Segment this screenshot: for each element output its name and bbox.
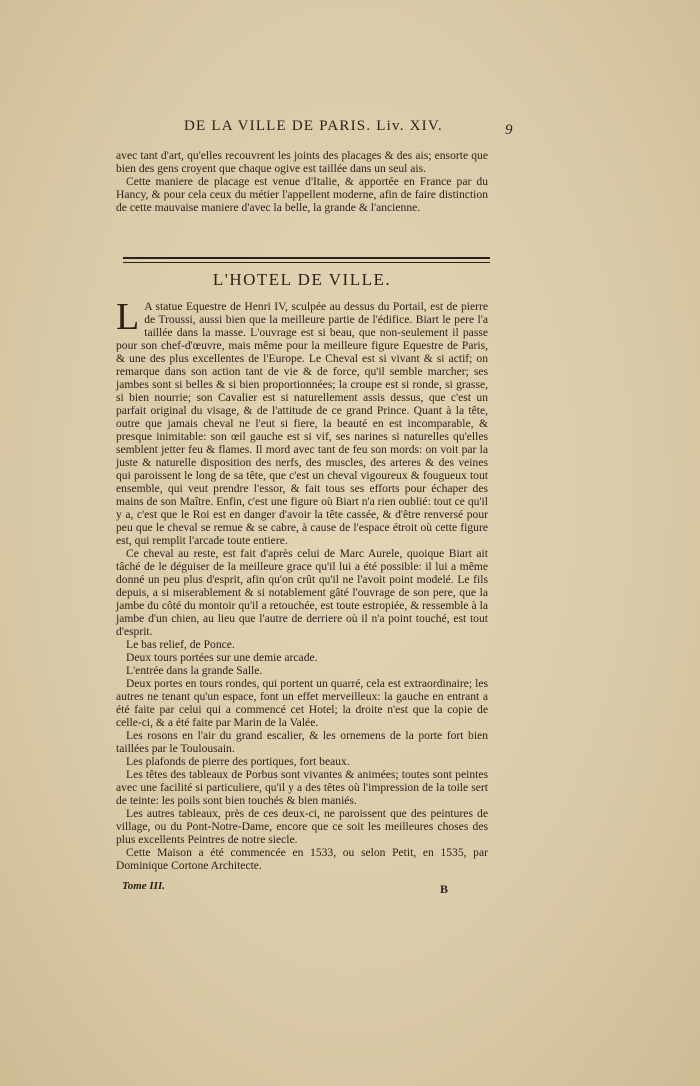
section-divider <box>123 257 490 263</box>
section-title: L'HOTEL DE VILLE. <box>212 270 392 289</box>
paragraph: Les autres tableaux, près de ces deux-ci, ne paroissent que des peintures de village, ou du Pont-Notre-Dame, encore que ce soit les meilleures choses des plus excellents Peintres de notre siecle. <box>116 807 488 846</box>
paragraph: Les rosons en l'air du grand escalier, & les ornemens de la porte fort bien taillées par le Toulousain. <box>116 729 488 755</box>
paragraph: L'entrée dans la grande Salle. <box>126 664 263 677</box>
page-number: 9 <box>505 122 513 138</box>
signature-letter: B <box>440 882 449 896</box>
running-head: DE LA VILLE DE PARIS. Liv. XIV. <box>184 118 443 134</box>
intro-paragraph: avec tant d'art, qu'elles recouvrent les joints des placages & des ais; ensorte que bien des gens croyent que chaque ogive est taillée dans un seul ais. <box>116 149 488 175</box>
body-text <box>116 296 488 872</box>
signature-mark: Tome III. <box>122 880 165 892</box>
paragraph: Deux portes en tours rondes, qui portent un quarré, cela est extraordinaire; les autres ne tenant qu'un espace, font un effet merveilleux: la gauche en entrant a été faite par celui qui a commencé cet Hotel; la droite n'est que la copie de celle-ci, & a été faite par Marin de la Valée. <box>116 677 488 729</box>
first-paragraph-text: A statue Equestre de Henri IV, sculpée au dessus du Portail, est de pierre de Troussi, aussi bien que la meilleure partie de l'édifice. Biart le pere l'a taillée dans la masse. L'ouvrage est si beau, que non-seulement il passe pour son chef-d'œuvre, mais même pour la meilleure figure Equestre de Paris, & une des plus excellentes de l'Europe. Le Cheval est si vivant & si actif; on remarque dans son action tant de vie & de force, qu'il semble marcher; ses jambes sont si belles & si bien proportionnées; la croupe est si ronde, si grasse, si bien nourrie; son Cavalier est si naturellement assis dessus, que c'est un parfait original du visage, & de l'attitude de ce grand Prince. Quant à la tête, outre que jamais cheval ne l'eut si fiere, la beauté en est incomparable, & presque inimitable: son œil gauche est si vif, ses narines si naturelles qu'elles semblent jetter feu & flames. Il mord avec tant de feu son mords: on voit par la juste & naturelle disposition des nerfs, des muscles, des arteres & des veines qui paroissent le long de sa tête, que c'est un cheval vigoureux & fougueux tout ensemble, qui veut prendre l'essor, & fait tous ses efforts pour échaper des mains de son Maître. Enfin, c'est une figure où Biart n'a rien oublié: tout ce qu'il y a, c'est que le Roi est en danger d'avoir la tête cassée, & d'être renversé pour peu que le cheval se remue & se cabre, à cause de l'espace étroit où cette figure est, qui remplit l'arcade toute entiere. <box>116 300 488 547</box>
paragraph: Cette Maison a été commencée en 1533, ou selon Petit, en 1535, par Dominique Cortone Architecte. <box>116 846 488 872</box>
drop-cap: L <box>116 296 140 338</box>
paragraph: Ce cheval au reste, est fait d'après celui de Marc Aurele, quoique Biart ait tâché de le déguiser de la meilleure grace qu'il lui a été possible: il lui a même donné un peu plus d'esprit, afin qu'on crût qu'il ne l'avoit point modelé. Le fils depuis, a si miserablement & si notablement gâté l'ouvrage de son pere, que la jambe du côté du montoir qu'il a retouchée, est toute estropiée, & ressemble à la jambe d'un chien, au lieu que l'autre de derriere où il n'a point touché, est tout d'esprit. <box>116 547 488 638</box>
paragraph: Le bas relief, de Ponce. <box>126 638 235 651</box>
intro-paragraph: Cette maniere de placage est venue d'Italie, & apportée en France par du Hancy, & pour cela ceux du métier l'appellent moderne, afin de faire distinction de cette mauvaise maniere d'avec la belle, la grande & l'ancienne. <box>116 175 488 214</box>
paragraph: Les têtes des tableaux de Porbus sont vivantes & animées; toutes sont peintes avec une facilité si particuliere, qu'il y a des têtes où l'impression de la toile sert de teinte: les poils sont bien touchés & bien maniés. <box>116 768 488 807</box>
paragraph: Les plafonds de pierre des portiques, fort beaux. <box>126 755 350 768</box>
paragraph: Deux tours portées sur une demie arcade. <box>126 651 318 664</box>
first-paragraph <box>116 296 488 547</box>
intro-text <box>116 149 488 214</box>
